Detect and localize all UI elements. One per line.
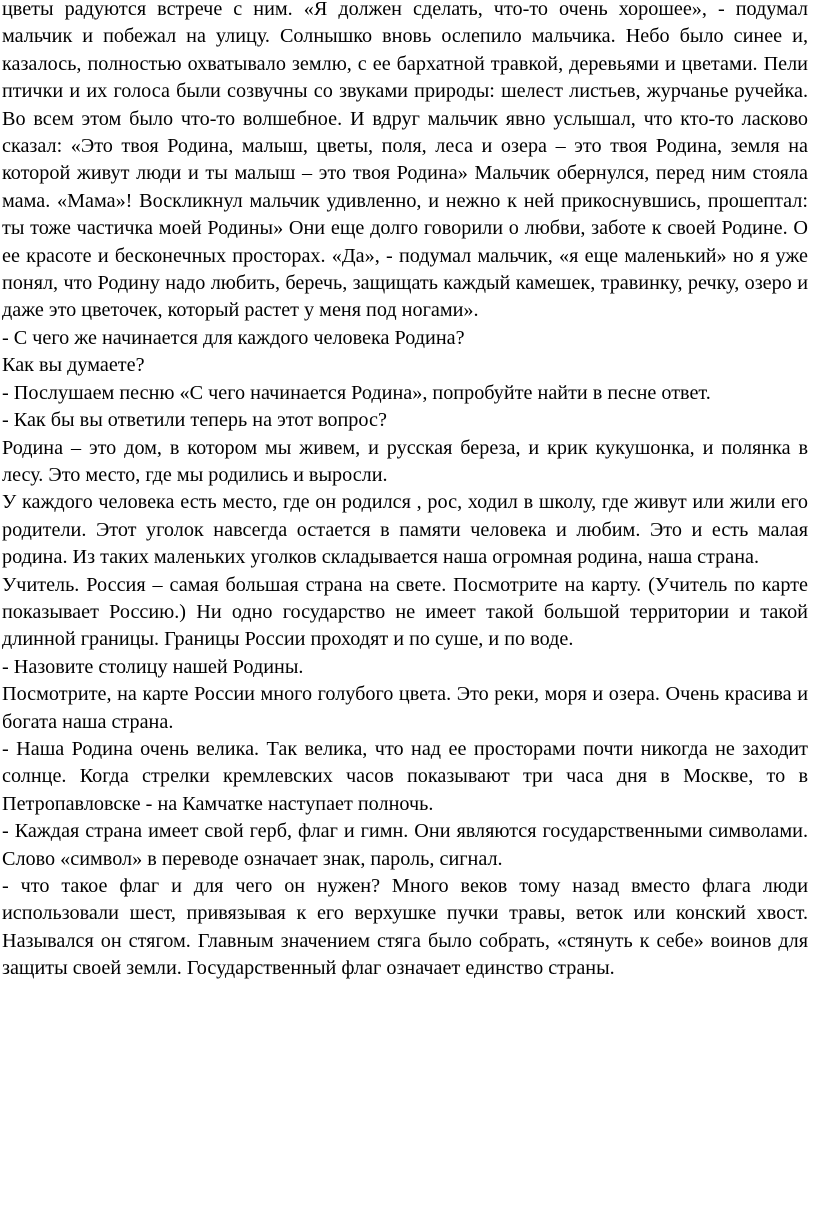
question-paragraph: - Как бы вы ответили теперь на этот вопрос?	[2, 409, 387, 432]
map-paragraph: Посмотрите, на карте России много голубого цвета. Это реки, моря и озера. Очень красива и богата наша страна.	[2, 683, 808, 733]
question-paragraph: - С чего же начинается для каждого человека Родина?	[2, 326, 465, 349]
symbols-paragraph: - Каждая страна имеет свой герб, флаг и гимн. Они являются государственными символами. Слово «символ» в переводе означает знак, пароль, сигнал.	[2, 820, 808, 870]
answer-paragraph: Родина – это дом, в котором мы живем, и русская береза, и крик кукушонка, и полянка в лесу. Это место, где мы родились и выросли.	[2, 436, 808, 486]
story-paragraph: цветы радуются встрече с ним. «Я должен сделать, что-то очень хорошее», - подумал мальчик и побежал на улицу. Солнышко вновь ослепило мальчика. Небо было синее и, казалось, полностью охватывало землю, с ее бархатной травкой, деревьями и цветами. Пели птички и их голоса были созвучны со звуками природы: шелест листьев, журчанье ручейка. Во всем этом было что-то волшебное. И вдруг мальчик явно услышал, что кто-то ласково сказал: «Это твоя Родина, малыш, цветы, поля, леса и озера – это твоя Родина, земля на которой живут люди и ты малыш – это твоя Родина» Мальчик обернулся, перед ним стояла мама. «Мама»! Воскликнул мальчик удивленно, и нежно к ней прикоснувшись, прошептал: ты тоже частичка моей Родины» Они еще долго говорили о любви, заботе к своей Родине. О ее красоте и бесконечных просторах. «Да», - подумал мальчик, «я еще маленький» но я уже понял, что Родину надо любить, беречь, защищать каждый камешек, травинку, речку, озеро и даже это цветочек, который растет у меня под ногами».	[2, 0, 808, 322]
flag-paragraph: - что такое флаг и для чего он нужен? Много веков тому назад вместо флага люди использовали шест, привязывая к его верхушке пучки травы, веток или конский хвост. Назывался он стягом. Главным значением стяга было собрать, «стянуть к себе» воинов для защиты своей земли. Государственный флаг означает единство страны.	[2, 875, 808, 980]
song-paragraph: - Послушаем песню «С чего начинается Родина», попробуйте найти в песне ответ.	[2, 381, 711, 404]
teacher-paragraph: Учитель. Россия – самая большая страна на свете. Посмотрите на карту. (Учитель по карте показывает Россию.) Ни одно государство не имеет такой большой территории и такой длинной границы. Границы России проходят и по суше, и по воде.	[2, 573, 808, 651]
size-paragraph: - Наша Родина очень велика. Так велика, что над ее просторами почти никогда не заходит солнце. Когда стрелки кремлевских часов показывают три часа дня в Москве, то в Петропавловске - на Камчатке наступает полночь.	[2, 737, 808, 815]
question-paragraph: Как вы думаете?	[2, 354, 145, 377]
capital-question-paragraph: - Назовите столицу нашей Родины.	[2, 655, 304, 678]
small-homeland-paragraph: У каждого человека есть место, где он родился , рос, ходил в школу, где живут или жили его родители. Этот уголок навсегда остается в памяти человека и любим. Это и есть малая родина. Из таких маленьких уголков складывается наша огромная родина, наша страна.	[2, 491, 808, 569]
